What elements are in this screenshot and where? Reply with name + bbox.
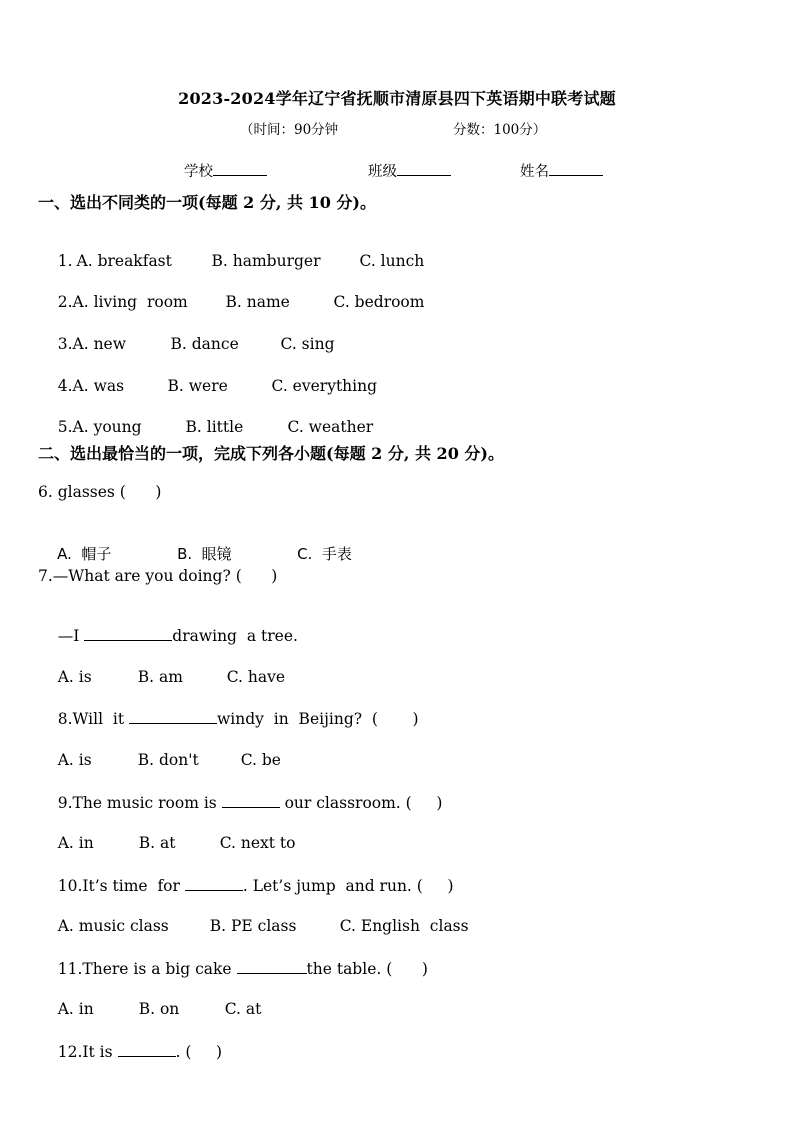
name-blank[interactable]	[549, 161, 603, 176]
sentence-start: 8.Will it	[57, 710, 130, 728]
option-b[interactable]: B. 眼镜	[177, 545, 232, 563]
question-number: 1.	[57, 252, 73, 270]
sentence-start: 10.It’s time for	[57, 877, 185, 895]
answer-blank[interactable]	[185, 876, 243, 891]
sentence-start: 12.It is	[57, 1043, 118, 1061]
question-number: 2.	[57, 293, 73, 311]
option-b[interactable]: B. hamburger	[211, 252, 321, 270]
option-a[interactable]: A. living room	[72, 293, 188, 311]
question-number: 4.	[57, 377, 73, 395]
option-b[interactable]: B. little	[185, 418, 244, 436]
option-c[interactable]: C. English class	[339, 917, 469, 935]
option-c[interactable]: C. next to	[219, 834, 296, 852]
sentence-end: our classroom. ( )	[279, 794, 443, 812]
option-c[interactable]: C. 手表	[297, 545, 352, 563]
option-a[interactable]: A. was	[72, 377, 125, 395]
sentence-end: drawing a tree.	[172, 627, 298, 645]
exam-title: 2023-2024学年辽宁省抚顺市清原县四下英语期中联考试题	[178, 89, 616, 108]
option-a[interactable]: A. in	[57, 1000, 94, 1018]
option-b[interactable]: B. don't	[137, 751, 199, 769]
section2-heading: 二、选出最恰当的一项，完成下列各小题(每题 2 分, 共 20 分)。	[38, 444, 504, 463]
name-label: 姓名	[520, 164, 549, 180]
option-b[interactable]: B. were	[167, 377, 228, 395]
option-b[interactable]: B. PE class	[209, 917, 297, 935]
school-blank[interactable]	[213, 161, 267, 176]
answer-blank[interactable]	[129, 709, 217, 724]
option-c[interactable]: C. be	[240, 751, 281, 769]
question-number: 5.	[57, 418, 73, 436]
sentence-end: . Let’s jump and run. ( )	[242, 877, 454, 895]
option-b[interactable]: B. am	[137, 668, 183, 686]
class-field[interactable]	[368, 160, 451, 181]
question-6-stem: 6. glasses ( )	[38, 483, 162, 501]
option-a[interactable]: A. music class	[57, 917, 169, 935]
option-b[interactable]: B. name	[225, 293, 290, 311]
option-c[interactable]: C. lunch	[359, 252, 425, 270]
option-a[interactable]: A. is	[57, 751, 92, 769]
section1-heading: 一、选出不同类的一项(每题 2 分, 共 10 分)。	[38, 193, 376, 212]
sentence-start: 11.There is a big cake	[57, 960, 237, 978]
sentence-end: . ( )	[175, 1043, 223, 1061]
answer-blank[interactable]	[237, 959, 307, 974]
school-field[interactable]	[184, 160, 267, 181]
option-a[interactable]: A. in	[57, 834, 94, 852]
sentence-end: the table. ( )	[306, 960, 428, 978]
option-b[interactable]: B. at	[138, 834, 176, 852]
answer-blank[interactable]	[222, 793, 280, 808]
sentence-start: 9.The music room is	[57, 794, 222, 812]
option-a[interactable]: A. young	[72, 418, 142, 436]
question-12-stem	[38, 1024, 222, 1079]
option-c[interactable]: C. have	[226, 668, 286, 686]
option-a[interactable]: A. breakfast	[76, 252, 172, 270]
question-number: 3.	[57, 335, 73, 353]
option-c[interactable]: C. everything	[271, 377, 378, 395]
class-blank[interactable]	[397, 161, 451, 176]
name-field[interactable]	[520, 160, 603, 181]
time-limit: （时间：90分钟	[240, 122, 339, 138]
class-label: 班级	[368, 164, 397, 180]
answer-blank[interactable]	[118, 1042, 176, 1057]
option-a[interactable]: A. new	[72, 335, 126, 353]
school-label: 学校	[184, 164, 213, 180]
option-b[interactable]: B. dance	[170, 335, 239, 353]
option-c[interactable]: C. bedroom	[333, 293, 425, 311]
option-a[interactable]: A. is	[57, 668, 92, 686]
answer-blank[interactable]	[84, 626, 172, 641]
sentence-end: windy in Beijing? ( )	[217, 710, 419, 728]
option-c[interactable]: C. weather	[287, 418, 374, 436]
option-c[interactable]: C. at	[224, 1000, 262, 1018]
option-b[interactable]: B. on	[138, 1000, 180, 1018]
option-a[interactable]: A. 帽子	[57, 545, 112, 563]
option-c[interactable]: C. sing	[280, 335, 335, 353]
sentence-start: —I	[57, 627, 85, 645]
total-score: 分数：100分）	[453, 122, 547, 138]
question-7-stem: 7.—What are you doing? ( )	[38, 567, 278, 585]
